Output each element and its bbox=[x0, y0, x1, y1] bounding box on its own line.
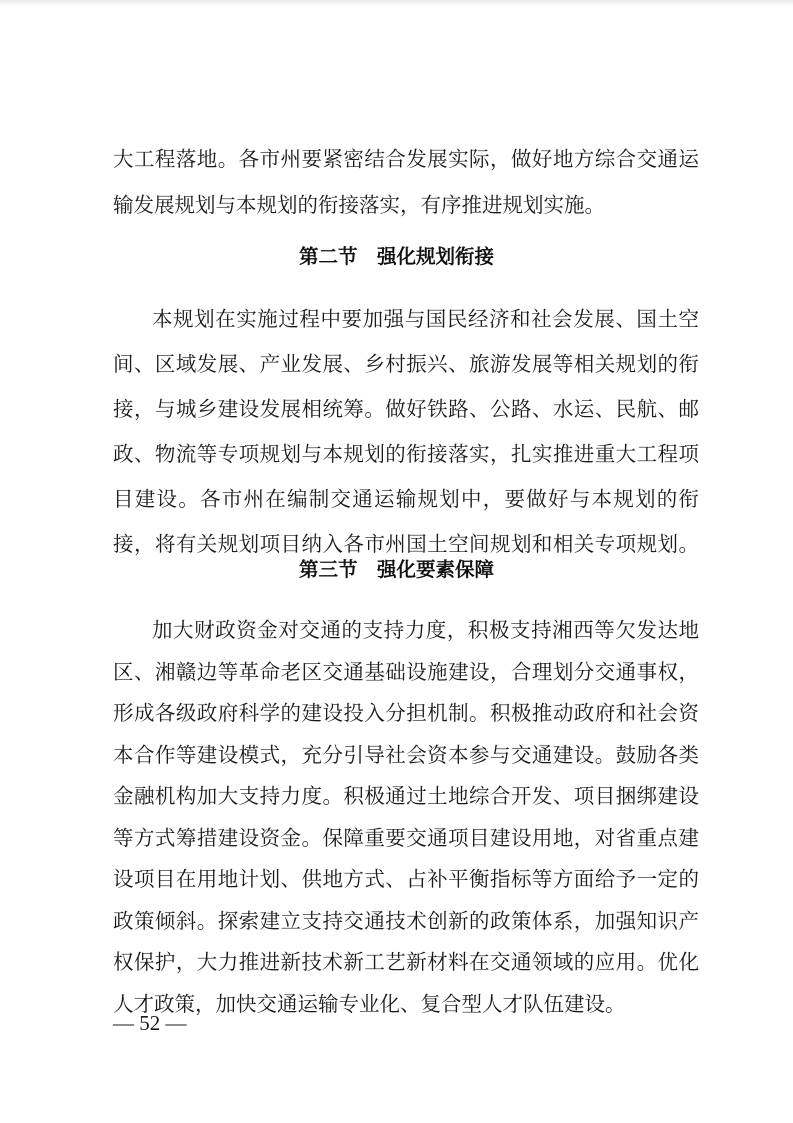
text-line: 加大财政资金对交通的支持力度，积极支持湘西等欠发达地 bbox=[152, 618, 699, 642]
text-line: 输发展规划与本规划的衔接落实，有序推进规划实施。 bbox=[113, 193, 605, 217]
text-line: 本规划在实施过程中要加强与国民经济和社会发展、国土空 bbox=[152, 307, 699, 331]
text-line: 目建设。各市州在编制交通运输规划中，要做好与本规划的衔 bbox=[113, 487, 699, 511]
text-line: 人才政策，加快交通运输专业化、复合型人才队伍建设。 bbox=[113, 991, 626, 1016]
text-line: 本合作等建设模式，充分引导社会资本参与交通建设。鼓励各类 bbox=[113, 742, 699, 767]
text-line: 大工程落地。各市州要紧密结合发展实际，做好地方综合交通运 bbox=[113, 147, 699, 171]
section-heading: 第二节 强化规划衔接 bbox=[298, 245, 494, 268]
text-line: 接，将有关规划项目纳入各市州国土空间规划和相关专项规划。 bbox=[113, 532, 699, 556]
text-line: 政、物流等专项规划与本规划的衔接落实，扎实推进重大工程项 bbox=[113, 442, 699, 466]
scan-top-edge bbox=[0, 0, 793, 6]
text-line: 政策倾斜。探索建立支持交通技术创新的政策体系，加强知识产 bbox=[113, 908, 699, 933]
text-line: 接，与城乡建设发展相统筹。做好铁路、公路、水运、民航、邮 bbox=[113, 397, 699, 421]
text-line: 设项目在用地计划、供地方式、占补平衡指标等方面给予一定的 bbox=[113, 867, 699, 891]
text-line: 权保护，大力推进新技术新工艺新材料在交通领域的应用。优化 bbox=[113, 950, 699, 974]
text-line: 等方式筹措建设资金。保障重要交通项目建设用地，对省重点建 bbox=[113, 825, 699, 850]
text-line: 区、湘赣边等革命老区交通基础设施建设，合理划分交通事权， bbox=[113, 659, 699, 684]
text-line: 金融机构加大支持力度。积极通过土地综合开发、项目捆绑建设 bbox=[113, 784, 699, 808]
section-heading: 第三节 强化要素保障 bbox=[298, 558, 494, 581]
text-line: 间、区域发展、产业发展、乡村振兴、旅游发展等相关规划的衔 bbox=[113, 352, 699, 376]
text-line: 形成各级政府科学的建设投入分担机制。积极推动政府和社会资 bbox=[113, 701, 699, 725]
page-number: — 52 — bbox=[113, 1011, 187, 1035]
